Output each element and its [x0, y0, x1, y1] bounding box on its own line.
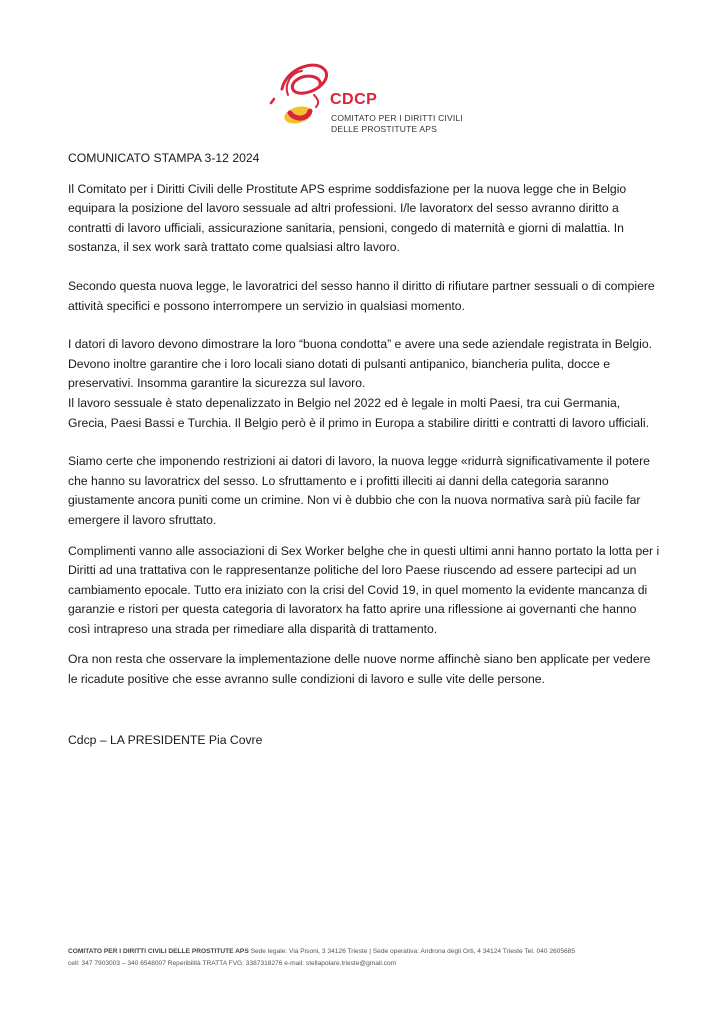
footer-line-1 [68, 946, 668, 958]
paragraph-6: Complimenti vanno alle associazioni di Sex Worker belghe che in questi ultimi anni hanno portato la lotta per i Diritti ad una trattativa con le rappresentanze politiche del loro Paese riuscendo ad essere partecipi ad un cambiamento epocale. Tutto era iniziato con la crisi del Covid 19, in quel momento la evidente mancanza di garanzie e ristori per questa categoria di lavoratorx ha fatto aprire una riflessione ai governanti che hanno così intrapreso una strada per rimediare alla disparità di trattamento. [68, 543, 660, 636]
footer [68, 946, 668, 970]
paragraph-2: Secondo questa nuova legge, le lavoratrici del sesso hanno il diritto di rifiutare partner sessuali o di compiere attività specifici e possono interrompere un servizio in qualsiasi momento. [68, 278, 655, 313]
footer-address: Sede legale: Via Pisoni, 3 34126 Trieste | Sede operativa: Androna degli Orti, 4 34124 Trieste Tel. 040 2605685 [248, 948, 575, 955]
logo-subtitle-line2: DELLE PROSTITUTE APS [331, 124, 438, 134]
logo-name: CDCP [330, 91, 378, 108]
paragraph-4: Il lavoro sessuale è stato depenalizzato in Belgio nel 2022 ed è legale in molti Paesi, tra cui Germania, Grecia, Paesi Bassi e Turchia. Il Belgio però è il primo in Europa a stabilire diritti e contratti di lavoro ufficiali. [68, 395, 649, 430]
document-body [68, 149, 660, 762]
document-heading: COMUNICATO STAMPA 3-12 2024 [68, 151, 260, 165]
footer-line-2: cell: 347 7903003 – 340 6548007 Reperibilità TRATTA FVG: 3387318276 e-mail: stellapolare.trieste@gmail.com [68, 960, 397, 967]
signature: Cdcp – LA PRESIDENTE Pia Covre [68, 732, 263, 747]
paragraph-7: Ora non resta che osservare la implementazione delle nuove norme affinchè siano ben applicate per vedere le ricadute positive che esse avranno sulle condizioni di lavoro e sulle vite delle persone. [68, 652, 651, 687]
footer-org: COMITATO PER I DIRITTI CIVILI DELLE PROSTITUTE APS [68, 948, 249, 955]
paragraph-3: I datori di lavoro devono dimostrare la loro “buona condotta” e avere una sede aziendale registrata in Belgio. Devono inoltre garantire che i loro locali siano dotati di pulsanti antipanico, biancheria pulita, docce e preservativi. Insomma garantire la sicurezza sul lavoro. [68, 337, 653, 391]
paragraph-5: Siamo certe che imponendo restrizioni ai datori di lavoro, la nuova legge «ridurrà significativamente il potere che hanno su lavoratricx del sesso. Lo sfruttamento e i profitti illeciti ai danni della categoria saranno giustamente ancora puniti come un crimine. Non vi è dubbio che con la nuova normativa sarà più facile far emergere il lavoro sfruttato. [68, 454, 650, 527]
paragraph-1: Il Comitato per i Diritti Civili delle Prostitute APS esprime soddisfazione per la nuova legge che in Belgio equipara la posizione del lavoro sessuale ad altri professioni. I/le lavoratorx del sesso avranno diritto a contratti di lavoro ufficiali, assicurazione sanitaria, pensioni, congedo di maternità e giorni di malattia. In sostanza, il sex work sarà trattato come qualsiasi altro lavoro. [68, 181, 627, 255]
logo [268, 55, 498, 135]
logo-subtitle-line1: COMITATO PER I DIRITTI CIVILI [331, 113, 463, 123]
